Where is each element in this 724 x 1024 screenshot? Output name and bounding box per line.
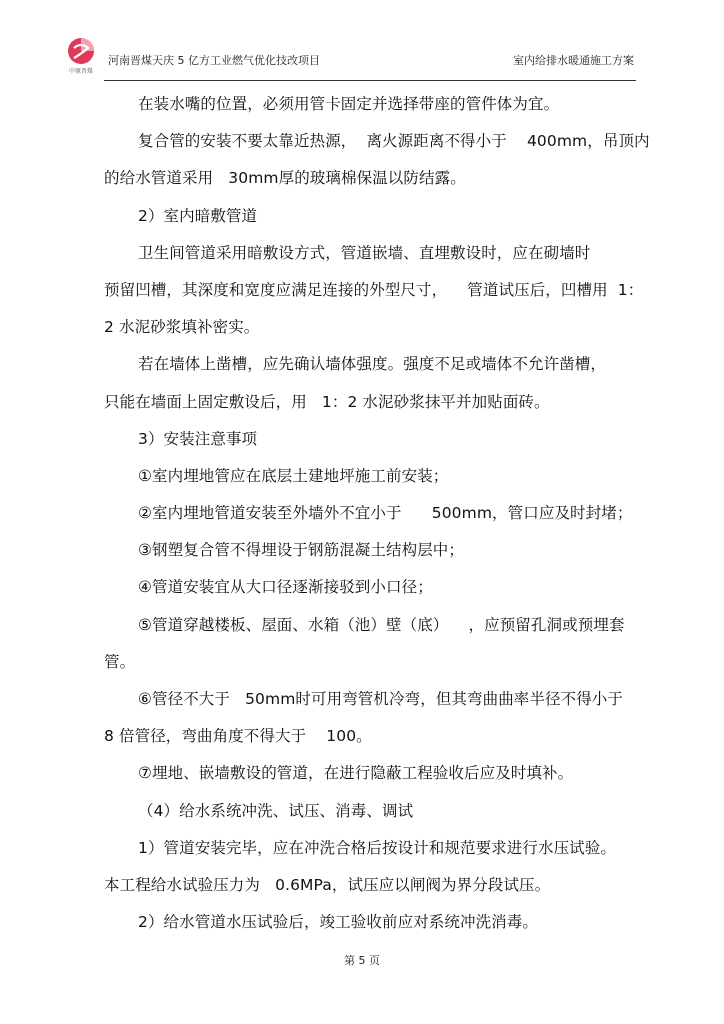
text-line: 预留凹槽，其深度和宽度应满足连接的外型尺寸， 管道试压后，凹槽用 1： [104,280,644,299]
text-line: ④管道安装宜从大口径逐渐接驳到小口径； [138,578,433,597]
text-line: 复合管的安装不要太靠近热源， 离火源距离不得小于 400mm，吊顶内 [138,132,650,151]
text-line: 只能在墙面上固定敷设后，用 1：2 水泥砂浆抹平并加贴面砖。 [104,392,550,411]
company-logo-icon [66,36,96,66]
page-number: 第 5 页 [344,954,380,967]
text-line: 3）安装注意事项 [138,429,258,448]
text-line: （4）给水系统冲洗、试压、消毒、调试 [138,801,414,820]
header-divider [104,80,636,81]
text-line: 1）管道安装完毕，应在冲洗合格后按设计和规范要求进行水压试验。 [138,838,616,857]
text-line: ⑦埋地、嵌墙敷设的管道，在进行隐蔽工程验收后应及时填补。 [138,764,574,783]
text-line: ⑥管径不大于 50mm时可用弯管机冷弯，但其弯曲曲率半径不得小于 [138,690,623,708]
body-text [104,94,652,949]
text-line: ①室内埋地管应在底层土建地坪施工前安装； [138,466,449,485]
text-line: 2）给水管道水压试验后，竣工验收前应对系统冲洗消毒。 [138,913,538,932]
text-line: 在装水嘴的位置，必须用管卡固定并选择带座的管件体为宜。 [138,95,560,113]
text-line: 本工程给水试验压力为 0.6MPa，试压应以闸阀为界分段试压。 [104,875,551,894]
text-line: 8 倍管径，弯曲角度不得大于 100。 [104,727,372,746]
text-line: 若在墙体上凿槽，应先确认墙体强度。强度不足或墙体不允许凿槽， [138,355,607,374]
header-document-title: 室内给排水暖通施工方案 [513,54,634,67]
text-line: 2 水泥砂浆填补密实。 [104,318,260,337]
text-line: ⑤管道穿越楼板、屋面、水箱（池）壁（底） ，应预留孔洞或预埋套 [138,615,625,634]
text-line: 管。 [104,652,136,671]
logo-caption: 中原晋煤 [68,68,93,75]
text-line: ③钢塑复合管不得埋设于钢筋混凝土结构层中； [138,541,464,560]
text-line: 2）室内暗敷管道 [138,206,258,225]
text-line: ②室内埋地管道安装至外墙外不宜小于 500mm，管口应及时封堵； [138,504,633,523]
header-project-title: 河南晋煤天庆 5 亿方工业燃气优化技改项目 [108,54,320,67]
text-line: 卫生间管道采用暗敷设方式，管道嵌墙、直埋敷设时，应在砌墙时 [138,243,591,262]
text-line: 的给水管道采用 30mm厚的玻璃棉保温以防结露。 [104,169,466,188]
